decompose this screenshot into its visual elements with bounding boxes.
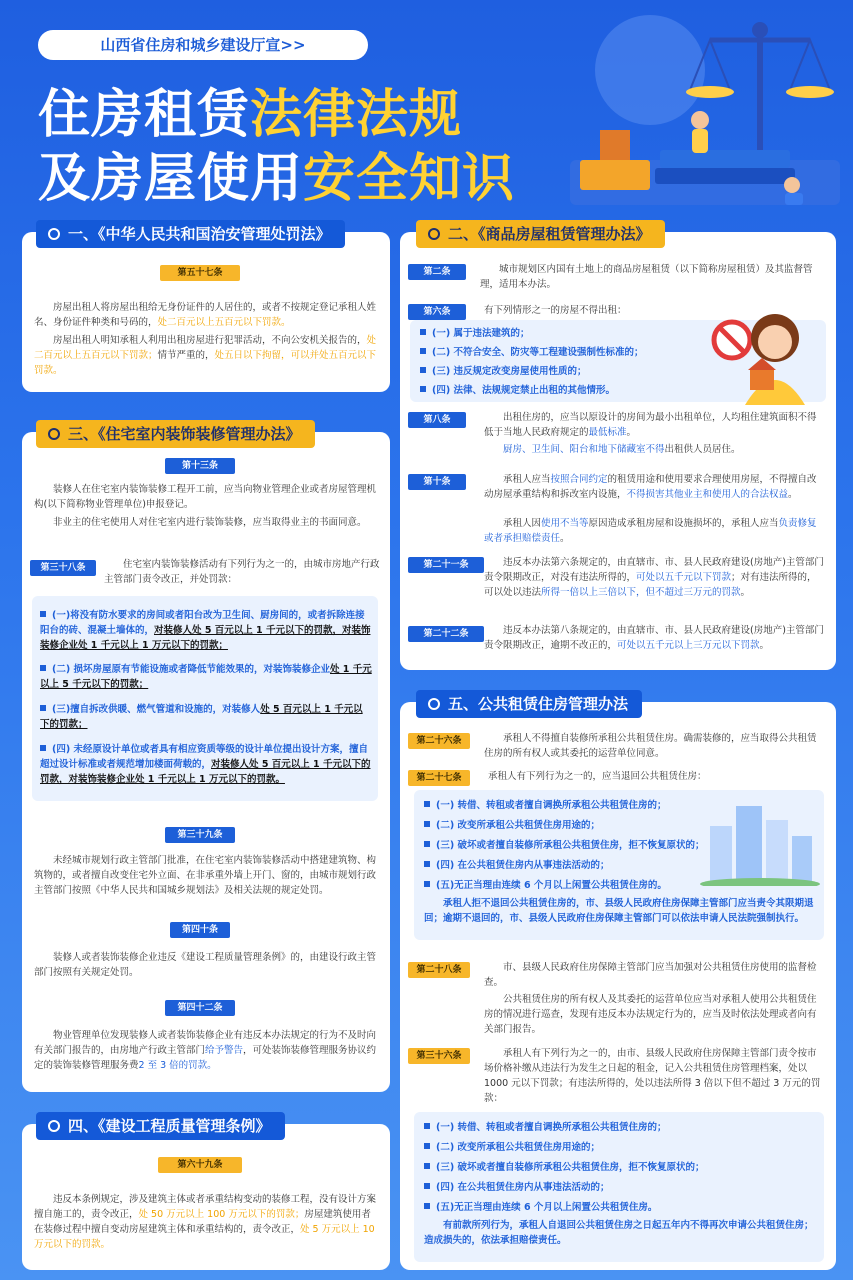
main-title-line1: 住房租赁法律法规: [38, 85, 463, 145]
art38-intro: 住宅室内装饰装修活动有下列行为之一的，由城市房地产行政主管部门责令改正，并处罚款：: [104, 559, 380, 585]
s5-art36-para: 承租人有下列行为之一的，由市、县级人民政府住房保障主管部门责令按市场价格补缴从违法行为发生之日起的租金，记入公共租赁住房管理档案，处以 1000 元以下罚款；有违法所得的，处以违法所得 3 倍以下但不超过 3 万元的罚款：: [484, 1048, 821, 1104]
s2-art2-para: 城市规划区内国有土地上的商品房屋租赁（以下简称房屋租赁）及其监督管理，适用本办法。: [480, 264, 813, 290]
art38-pill: 第三十八条: [30, 560, 96, 576]
art69-para: 违反本条例规定，涉及建筑主体或者承重结构变动的装修工程，没有设计方案擅自施工的，责令改正，处 50 万元以上 100 万元以下的罚款；房屋建筑使用者在装修过程中擅自变动房屋建筑主体和承重结构的，责令改正，处 5 万元以上 10 万元以下的罚款。: [34, 1194, 377, 1250]
section-4-title: 四、《建设工程质量管理条例》: [36, 1112, 285, 1140]
s5-art36-item5: (五)无正当理由连续 6 个月以上闲置公共租赁住房。: [424, 1200, 657, 1215]
art39-para: 未经城市规划行政主管部门批准，在住宅室内装饰装修活动中搭建建筑物、构筑物的，或者擅自改变住宅外立面、在非承重外墙上开门、窗的，由城市规划行政主管部门按照《中华人民共和国城乡规划法》及相关法规的规定处罚。: [34, 855, 377, 896]
s5-art27-item1: (一) 转借、转租或者擅自调换所承租公共租赁住房的；: [424, 798, 667, 813]
art13-para2: 非业主的住宅使用人对住宅室内进行装饰装修，应当取得业主的书面同意。: [53, 517, 367, 528]
s2-art22-para: 违反本办法第八条规定的，由直辖市、市、县人民政府建设(房地产)主管部门责令限期改正，逾期不改正的，可处以五千元以上三万元以下罚款。: [484, 625, 824, 651]
s5-art36-note: 有前款所列行为，承租人自退回公共租赁住房之日起五年内不得再次申请公共租赁住房；造成损失的，依法承担赔偿责任。: [424, 1220, 814, 1246]
art57-para1: 房屋出租人将房屋出租给无身份证件的人居住的，或者不按规定登记承租人姓名、身份证件种类和号码的，处二百元以上五百元以下罚款。: [34, 302, 377, 328]
scales-of-justice-illustration: [560, 10, 850, 210]
art69-pill: 第六十九条: [158, 1157, 242, 1173]
s2-art22-pill: 第二十二条: [408, 626, 484, 642]
s2-art6-pill: 第六条: [408, 304, 466, 320]
s2-art21-para: 违反本办法第六条规定的，由直辖市、市、县人民政府建设(房地产)主管部门责令限期改正，对没有违法所得的，可处以五千元以下罚款；对有违法所得的，可以处以违法所得一倍以上三倍以下，但不超过三万元的罚款。: [484, 557, 824, 598]
s5-art28-para1: 市、县级人民政府住房保障主管部门应当加强对公共租赁住房使用的监督检查。: [484, 962, 817, 988]
art57-pill: 第五十七条: [160, 265, 240, 281]
art42-para: 物业管理单位发现装修人或者装饰装修企业有违反本办法规定的行为不及时向有关部门报告的，由房地产行政主管部门给予警告，可处装饰装修管理服务协议约定的装饰装修管理服务费2 至 3 倍的罚款。: [34, 1030, 377, 1071]
art38-item2: (二) 损坏房屋原有节能设施或者降低节能效果的，对装饰装修企业处 1 千元以上 5 千元以下的罚款；: [40, 664, 372, 690]
section-3-title: 三、《住宅室内装饰装修管理办法》: [36, 420, 315, 448]
s2-art10-para2: 承租人因使用不当等原因造成承租房屋和设施损坏的，承租人应当负责修复或者承担赔偿责任。: [484, 518, 817, 544]
s5-art27-intro: 承租人有下列行为之一的，应当退回公共租赁住房：: [488, 771, 707, 782]
art40-pill: 第四十条: [170, 922, 230, 938]
s2-art10-pill: 第十条: [408, 474, 466, 490]
s2-art2-pill: 第二条: [408, 264, 466, 280]
s2-art8-pill: 第八条: [408, 412, 466, 428]
section-1-title: 一、《中华人民共和国治安管理处罚法》: [36, 220, 345, 248]
no-renting-girl-illustration: [710, 300, 820, 405]
s5-art36-item1: (一) 转借、转租或者擅自调换所承租公共租赁住房的；: [424, 1120, 667, 1135]
city-buildings-illustration: [700, 796, 820, 886]
s2-art6-item1: (一) 属于违法建筑的；: [420, 326, 530, 341]
s2-art21-pill: 第二十一条: [408, 557, 484, 573]
s2-art10-para1: 承租人应当按照合同约定的租赁用途和使用要求合理使用房屋，不得擅自改动房屋承重结构和拆改室内设施，不得损害其他业主和使用人的合法权益。: [484, 474, 817, 500]
art57-para2: 房屋出租人明知承租人利用出租房屋进行犯罪活动，不向公安机关报告的，处二百元以上五百元以下罚款；情节严重的，处五日以下拘留，可以并处五百元以下罚款。: [34, 335, 377, 376]
s2-art8-para: 出租住房的，应当以原设计的房间为最小出租单位，人均租住建筑面积不得低于当地人民政府规定的最低标准。: [484, 412, 817, 438]
art13-pill: 第十三条: [165, 458, 235, 474]
s5-art36-item3: (三) 破坏或者擅自装修所承租公共租赁住房，拒不恢复原状的；: [424, 1160, 705, 1175]
art38-item1: (一)将没有防水要求的房间或者阳台改为卫生间、厨房间的，或者拆除连接阳台的砖、混凝土墙体的，对装修人处 5 百元以上 1 千元以下的罚款，对装饰装修企业处 1 千元以上 1 万元以下的罚款；: [40, 610, 371, 651]
s5-art27-item5: (五)无正当理由连续 6 个月以上闲置公共租赁住房的。: [424, 878, 667, 893]
s5-art36-item2: (二) 改变所承租公共租赁住房用途的；: [424, 1140, 600, 1155]
s2-art6-item3: (三) 违反规定改变房屋使用性质的；: [420, 364, 587, 379]
s2-art6-item4: (四) 法律、法规规定禁止出租的其他情形。: [420, 383, 615, 398]
s5-art26-para: 承租人不得擅自装修所承租公共租赁住房。确需装修的，应当取得公共租赁住房的所有权人或其委托的运营单位同意。: [484, 733, 817, 759]
s2-art8-para2: 厨房、卫生间、阳台和地下储藏室不得出租供人员居住。: [503, 444, 741, 455]
s2-art6-item2: (二) 不符合安全、防灾等工程建设强制性标准的；: [420, 345, 644, 360]
s5-art27-item4: (四) 在公共租赁住房内从事违法活动的；: [424, 858, 610, 873]
s5-art27-pill: 第二十七条: [408, 770, 470, 786]
issuer-tag: 山西省住房和城乡建设厅宣>>: [38, 30, 368, 60]
s5-art27-item3: (三) 破坏或者擅自装修所承租公共租赁住房，拒不恢复原状的；: [424, 838, 705, 853]
section-2-title: 二、《商品房屋租赁管理办法》: [416, 220, 665, 248]
art42-pill: 第四十二条: [165, 1000, 235, 1016]
art38-item3: (三)擅自拆改供暖、燃气管道和设施的，对装修人处 5 百元以上 1 千元以下的罚款；: [40, 704, 363, 730]
art38-item4: (四) 未经原设计单位或者具有相应资质等级的设计单位提出设计方案，擅自超过设计标准或者规范增加楼面荷载的，对装修人处 5 百元以上 1 千元以下的罚款，对装饰装修企业处 1 千元以上 1 万元以下的罚款。: [40, 744, 371, 785]
art39-pill: 第三十九条: [165, 827, 235, 843]
s2-art6-intro: 有下列情形之一的房屋不得出租：: [484, 305, 627, 316]
s5-art26-pill: 第二十六条: [408, 733, 470, 749]
s5-art28-pill: 第二十八条: [408, 962, 470, 978]
art13-para1: 装修人在住宅室内装饰装修工程开工前，应当向物业管理企业或者房屋管理机构(以下简称物业管理单位)申报登记。: [34, 484, 377, 510]
section-5-title: 五、公共租赁住房管理办法: [416, 690, 642, 718]
s5-art28-para2: 公共租赁住房的所有权人及其委托的运营单位应当对承租人使用公共租赁住房的情况进行巡查，发现有违反本办法规定行为的，应当及时依法处理或者向有关部门报告。: [484, 994, 817, 1035]
s5-art36-pill: 第三十六条: [408, 1048, 470, 1064]
s5-art27-note: 承租人拒不退回公共租赁住房的，市、县级人民政府住房保障主管部门应当责令其限期退回；逾期不退回的，市、县级人民政府住房保障主管部门可以依法申请人民法院强制执行。: [424, 898, 814, 924]
art40-para: 装修人或者装饰装修企业违反《建设工程质量管理条例》的，由建设行政主管部门按照有关规定处罚。: [34, 952, 377, 978]
s5-art36-item4: (四) 在公共租赁住房内从事违法活动的；: [424, 1180, 610, 1195]
s5-art27-item2: (二) 改变所承租公共租赁住房用途的；: [424, 818, 600, 833]
main-title-line2: 及房屋使用安全知识: [38, 149, 516, 209]
